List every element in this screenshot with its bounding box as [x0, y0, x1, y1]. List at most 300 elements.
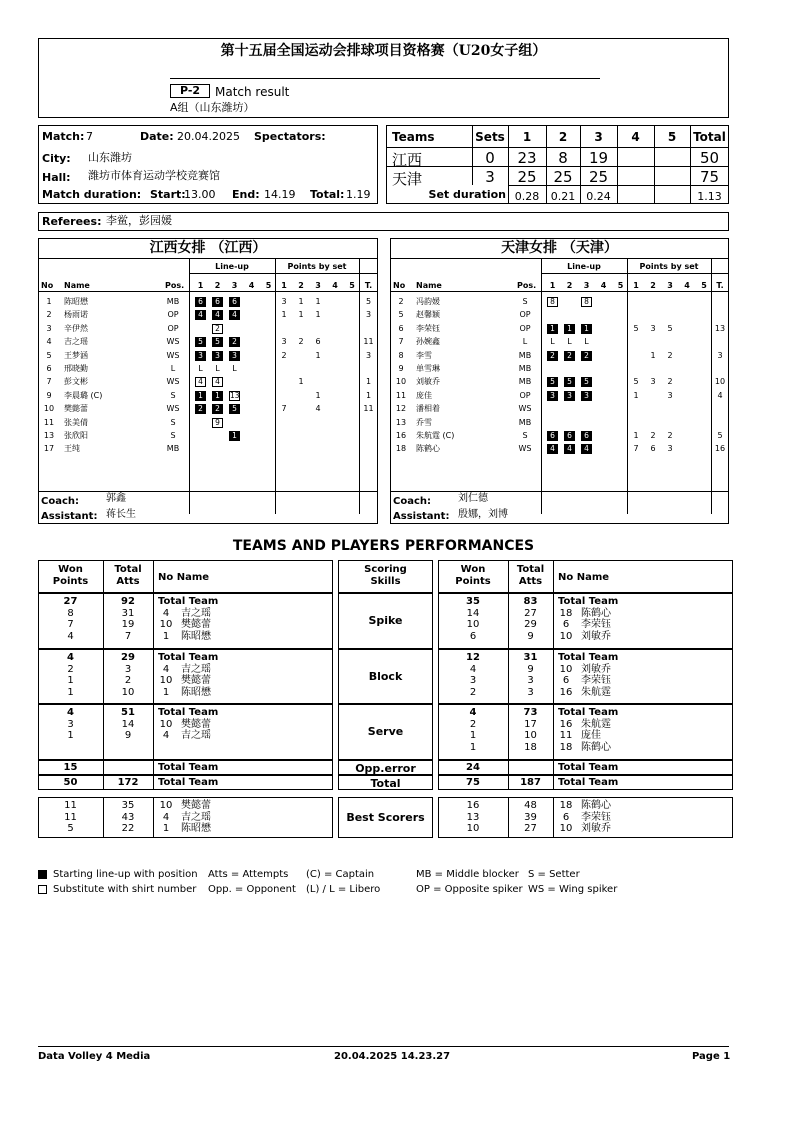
starting-position-box: 5 — [212, 337, 223, 347]
starting-position-box: 5 — [547, 377, 558, 387]
team-col-line — [275, 258, 276, 514]
set-points: 5 — [667, 323, 673, 333]
team-header-rule — [390, 291, 729, 292]
perf-col-line — [153, 560, 154, 593]
set-points — [631, 336, 641, 349]
set-points: 1 — [315, 297, 321, 306]
set-points — [330, 296, 340, 309]
set-points — [699, 376, 709, 389]
team-title: 江西女排 （江西） — [149, 240, 267, 256]
team-header-rule — [38, 291, 378, 292]
player-number: 8 — [398, 350, 404, 360]
set-points — [648, 336, 658, 349]
set-points — [347, 336, 357, 349]
player-name: 吉之瑶 — [64, 337, 88, 347]
legend-text: Substitute with shirt number — [53, 884, 197, 895]
lineup-set-header: 4 — [248, 281, 255, 290]
no-name-header: No Name — [558, 572, 610, 583]
starting-position-box: 5 — [195, 337, 206, 347]
perf-player-number: 18 — [559, 741, 573, 753]
perf-player-number: 16 — [559, 718, 573, 730]
team-subheader-rule — [541, 273, 729, 274]
lineup-set-header: 3 — [583, 281, 590, 290]
set-points — [279, 376, 289, 389]
match-number: 7 — [86, 130, 93, 143]
set-points — [330, 430, 340, 443]
set-points: 1 — [298, 310, 304, 320]
won-points-value: 24 — [466, 762, 480, 773]
starting-position-box: 4 — [229, 310, 240, 320]
perf-player-number: 1 — [162, 630, 170, 642]
starting-position-box: 3 — [581, 391, 592, 401]
player-name: 朱航霆 (C) — [416, 431, 455, 440]
set-duration: 0.28 — [514, 190, 540, 203]
header-rule — [170, 78, 600, 79]
points-set-header: 3 — [667, 281, 673, 290]
libero-mark: L — [198, 364, 203, 373]
best-player-number: 10 — [559, 823, 573, 835]
perf-col-line — [553, 760, 554, 775]
won-points-value: 2 — [67, 663, 74, 675]
player-number: 11 — [395, 390, 407, 400]
set-points — [631, 363, 641, 376]
set-points — [648, 296, 658, 309]
score-header: Total — [693, 130, 726, 144]
player-position: OP — [167, 310, 179, 320]
team-footer-rule — [38, 491, 378, 492]
city-value: 山东潍坊 — [88, 151, 132, 164]
set-points — [347, 309, 357, 322]
lineup-set-header: 4 — [600, 281, 607, 290]
coach-label: Coach: — [393, 496, 432, 507]
assistant-label: Assistant: — [41, 511, 98, 522]
won-points-value: 4 — [67, 630, 74, 642]
starting-position-box: 6 — [212, 297, 223, 307]
perf-player-name: 李荣钰 — [581, 675, 611, 687]
player-total: 1 — [365, 377, 372, 387]
starting-position-box: 2 — [564, 351, 575, 361]
set-points: 3 — [281, 297, 287, 306]
set-points — [330, 443, 340, 456]
set-points — [665, 296, 675, 309]
total-atts-value: 19 — [121, 619, 135, 631]
lineup-set-header: 3 — [231, 281, 238, 290]
player-name: 樊懿蕾 — [64, 404, 88, 414]
set-points — [682, 430, 692, 443]
player-total: 3 — [365, 310, 372, 320]
substitute-box: 2 — [212, 324, 223, 334]
total-atts-value: 83 — [523, 596, 538, 607]
score-row-line — [386, 147, 729, 148]
player-name: 单雪琳 — [416, 364, 440, 373]
set-points — [313, 376, 323, 389]
set-points — [699, 350, 709, 363]
starting-position-box: 1 — [229, 431, 240, 441]
lineup-set-header: 5 — [265, 281, 272, 290]
perf-player-number: 4 — [162, 730, 170, 742]
total-atts-header: Total Atts — [516, 564, 545, 587]
duration-label: Match duration: — [42, 188, 142, 201]
perf-player-name: 李荣钰 — [581, 619, 611, 631]
won-points-value: 15 — [63, 762, 78, 773]
starting-position-box: 3 — [229, 351, 240, 361]
total-atts-value: 3 — [124, 663, 132, 675]
total-atts-value: 3 — [527, 686, 534, 698]
set-points — [699, 309, 709, 322]
player-number: 6 — [46, 364, 52, 373]
perf-total-team: Total Team — [158, 707, 219, 718]
best-won-points: 10 — [466, 823, 480, 835]
starting-position-box: 2 — [195, 404, 206, 414]
coach-label: Coach: — [41, 496, 80, 507]
footer-left: Data Volley 4 Media — [38, 1051, 151, 1062]
player-position: WS — [166, 350, 180, 360]
perf-col-line — [153, 760, 154, 775]
points-set-header: 4 — [332, 281, 338, 290]
perf-player-number: 4 — [162, 607, 170, 619]
perf-player-number: 10 — [559, 663, 573, 675]
player-number: 6 — [398, 323, 404, 333]
won-points-value: 50 — [63, 777, 78, 788]
match-date: 20.04.2025 — [177, 130, 240, 143]
player-name: 张美倩 — [64, 417, 88, 427]
set-points — [347, 296, 357, 309]
set-points — [665, 336, 675, 349]
assistant-label: Assistant: — [393, 511, 450, 522]
total-atts-value: 10 — [524, 730, 537, 742]
score-value: 25 — [553, 168, 573, 186]
set-points — [347, 323, 357, 336]
libero-mark: L — [567, 337, 572, 347]
set-points — [648, 417, 658, 430]
team-col-line — [541, 258, 542, 514]
score-header: 4 — [631, 130, 640, 144]
player-total — [359, 417, 378, 430]
perf-total-team: Total Team — [158, 777, 219, 788]
match-label: Match: — [42, 130, 85, 143]
player-position: MB — [166, 297, 180, 306]
player-total: 10 — [714, 377, 726, 387]
player-position: S — [170, 431, 176, 440]
set-points — [347, 417, 357, 430]
points-header: Points by set — [639, 262, 699, 271]
set-points: 4 — [315, 404, 321, 414]
player-position: WS — [518, 444, 532, 454]
player-name: 张欣阳 — [64, 431, 88, 440]
perf-player-number: 10 — [159, 619, 173, 631]
total-header: T. — [716, 281, 724, 290]
won-points-value: 4 — [469, 707, 477, 718]
player-name: 李晨璐 (C) — [64, 390, 103, 400]
set-points — [330, 403, 340, 416]
points-set-header: 2 — [650, 281, 656, 290]
set-points — [699, 430, 709, 443]
pos-header: Pos. — [165, 281, 185, 290]
best-total-atts: 35 — [121, 800, 135, 811]
set-points — [648, 363, 658, 376]
set-points — [699, 363, 709, 376]
best-player-number: 1 — [162, 823, 170, 835]
set-points: 1 — [633, 390, 639, 400]
player-position: WS — [166, 404, 180, 414]
set-points — [347, 430, 357, 443]
perf-player-name: 庞佳 — [581, 730, 601, 742]
won-points-value: 1 — [469, 730, 477, 742]
player-total — [359, 443, 378, 456]
set-points — [330, 309, 340, 322]
total-atts-value: 9 — [527, 630, 534, 642]
player-number: 5 — [398, 310, 404, 320]
player-name: 赵馨颖 — [416, 310, 440, 320]
player-total: 5 — [365, 297, 372, 306]
perf-col-line — [153, 704, 154, 760]
player-total — [711, 363, 729, 376]
lineup-set-header: 2 — [214, 281, 221, 290]
coach-name: 郭鑫 — [106, 493, 126, 504]
player-total: 16 — [714, 444, 726, 454]
starting-position-box: 1 — [212, 391, 223, 401]
player-number: 7 — [398, 337, 404, 347]
won-points-value: 8 — [67, 607, 74, 619]
best-total-atts: 27 — [524, 823, 537, 835]
player-name: 辛伊然 — [64, 323, 88, 333]
set-points — [347, 376, 357, 389]
total-atts-value: 7 — [124, 630, 132, 642]
best-total-atts: 48 — [524, 800, 537, 811]
player-name: 李雪 — [416, 350, 432, 360]
player-number: 13 — [43, 431, 55, 440]
player-number: 16 — [395, 431, 407, 440]
total-atts-value: 172 — [117, 777, 139, 788]
set-points — [296, 390, 306, 403]
substitute-box: 8 — [547, 297, 558, 307]
team-title-rule — [390, 258, 729, 259]
set-points — [682, 403, 692, 416]
player-number: 10 — [395, 377, 407, 387]
substitute-box: 4 — [195, 377, 206, 387]
date-label: Date: — [140, 130, 174, 143]
team-title: 天津女排 （天津） — [501, 240, 618, 256]
perf-player-name: 陈鹤心 — [581, 741, 611, 753]
player-total — [711, 309, 729, 322]
player-position: S — [522, 431, 528, 440]
player-number: 4 — [46, 337, 52, 347]
set-points — [330, 323, 340, 336]
player-number: 2 — [46, 310, 52, 320]
player-name: 孙婉鑫 — [416, 337, 440, 347]
legend-text: WS = Wing spiker — [528, 884, 618, 895]
won-points-value: 2 — [469, 686, 477, 698]
set-duration: 0.24 — [586, 190, 611, 203]
perf-col-line — [553, 797, 554, 838]
perf-col-line — [553, 775, 554, 790]
total-atts-value: 29 — [121, 652, 135, 663]
set-points — [699, 296, 709, 309]
player-position: MB — [518, 417, 532, 427]
name-header: Name — [416, 281, 442, 290]
starting-position-box: 1 — [581, 324, 592, 334]
lineup-set-header: 2 — [566, 281, 573, 290]
perf-player-name: 刘敏乔 — [581, 663, 611, 675]
set-points — [296, 430, 306, 443]
set-duration: 1.13 — [697, 190, 722, 203]
set-points: 3 — [667, 390, 673, 400]
total-atts-value: 51 — [121, 707, 135, 718]
perf-player-number: 10 — [159, 718, 173, 730]
set-points — [279, 363, 289, 376]
assistant-names: 蒋长生 — [106, 509, 136, 520]
referees-label: Referees: — [42, 215, 102, 228]
perf-player-name: 刘敏乔 — [581, 630, 611, 642]
set-duration-label: Set duration — [428, 188, 506, 201]
player-number: 1 — [46, 297, 52, 306]
set-points: 3 — [650, 323, 656, 333]
set-points — [330, 417, 340, 430]
spectators-label: Spectators: — [254, 130, 326, 143]
starting-position-box: 6 — [195, 297, 206, 307]
player-position: MB — [518, 350, 532, 360]
set-points — [699, 323, 709, 336]
won-points-value: 12 — [466, 652, 480, 663]
set-points — [347, 350, 357, 363]
set-points: 7 — [281, 404, 287, 414]
name-header: Name — [64, 281, 90, 290]
perf-col-line — [508, 760, 509, 775]
player-number: 11 — [43, 417, 55, 427]
scoring-skills-header: Scoring Skills — [364, 564, 407, 587]
player-position: MB — [518, 377, 532, 387]
player-position: S — [170, 417, 176, 427]
player-number: 18 — [395, 444, 407, 454]
group-label: A组（山东潍坊） — [170, 101, 255, 114]
perf-col-line — [103, 760, 104, 775]
score-value: 25 — [517, 168, 537, 186]
set-duration: 0.21 — [550, 190, 576, 203]
player-total: 3 — [365, 350, 372, 360]
set-points — [682, 376, 692, 389]
perf-player-name: 朱航霆 — [581, 718, 611, 730]
player-position: MB — [166, 444, 180, 454]
player-position: S — [522, 297, 528, 306]
total-duration: 1.19 — [346, 188, 371, 201]
perf-col-line — [153, 649, 154, 704]
starting-position-box: 6 — [581, 431, 592, 441]
player-position: OP — [519, 310, 531, 320]
set-points — [682, 309, 692, 322]
set-points: 2 — [298, 337, 304, 347]
score-header: Sets — [475, 130, 505, 144]
won-points-value: 27 — [63, 596, 78, 607]
player-number: 13 — [395, 417, 407, 427]
libero-mark: L — [215, 364, 220, 373]
best-player-number: 4 — [162, 811, 170, 823]
player-number: 9 — [398, 364, 404, 373]
page-title: 第十五届全国运动会排球项目资格赛（U20女子组） — [220, 43, 547, 59]
set-points — [313, 417, 323, 430]
lineup-set-header: 5 — [617, 281, 624, 290]
won-points-value: 10 — [466, 619, 480, 631]
starting-position-box: 2 — [229, 337, 240, 347]
best-player-name: 陈昭懋 — [181, 823, 211, 835]
perf-total-team: Total Team — [158, 762, 219, 773]
perf-player-name: 陈昭懋 — [181, 630, 211, 642]
total-atts-header: Total Atts — [114, 564, 142, 587]
won-points-value: 4 — [67, 707, 74, 718]
points-set-header: 5 — [349, 281, 355, 290]
player-name: 杨雨诺 — [64, 310, 88, 320]
set-points — [682, 417, 692, 430]
set-points — [347, 363, 357, 376]
perf-player-number: 11 — [559, 730, 573, 742]
total-atts-value: 2 — [124, 675, 132, 687]
set-points — [665, 417, 675, 430]
set-points — [313, 323, 323, 336]
starting-position-box: 4 — [212, 310, 223, 320]
perf-player-number: 6 — [562, 675, 570, 687]
set-points — [682, 443, 692, 456]
no-header: No — [41, 281, 54, 290]
perf-player-number: 10 — [559, 630, 573, 642]
set-points — [347, 403, 357, 416]
set-points — [296, 443, 306, 456]
best-total-atts: 22 — [121, 823, 135, 835]
lineup-set-header: 1 — [197, 281, 204, 290]
total-atts-value: 17 — [524, 718, 537, 730]
perf-player-number: 6 — [562, 619, 570, 631]
total-atts-value: 92 — [121, 596, 135, 607]
starting-position-box: 3 — [195, 351, 206, 361]
start-label: Start: — [150, 188, 186, 201]
player-position: S — [170, 390, 176, 400]
total-atts-value: 73 — [523, 707, 538, 718]
player-total: 3 — [717, 350, 723, 360]
starting-position-box: 2 — [581, 351, 592, 361]
hall-label: Hall: — [42, 171, 71, 184]
city-label: City: — [42, 152, 71, 165]
won-points-value: 4 — [67, 652, 74, 663]
perf-total-team: Total Team — [558, 596, 619, 607]
player-total — [711, 296, 729, 309]
won-points-value: 1 — [67, 686, 74, 698]
set-points: 6 — [650, 444, 656, 454]
set-points — [330, 376, 340, 389]
perf-total-team: Total Team — [558, 652, 619, 663]
player-position: WS — [518, 404, 532, 414]
libero-mark: L — [584, 337, 589, 347]
set-points — [279, 417, 289, 430]
best-won-points: 11 — [64, 811, 77, 823]
set-points: 1 — [298, 297, 304, 306]
starting-position-box: 6 — [547, 431, 558, 441]
starting-position-box: 5 — [229, 404, 240, 414]
starting-position-box: 5 — [581, 377, 592, 387]
best-player-name: 吉之瑶 — [181, 811, 211, 823]
set-points — [296, 403, 306, 416]
set-points — [699, 417, 709, 430]
score-value: 19 — [588, 149, 609, 167]
set-points — [699, 443, 709, 456]
set-points: 1 — [650, 350, 656, 360]
player-position: L — [522, 337, 528, 347]
player-position: WS — [166, 377, 180, 387]
player-number: 10 — [43, 404, 55, 414]
set-points: 5 — [633, 377, 639, 387]
set-points — [682, 363, 692, 376]
set-points: 2 — [667, 350, 673, 360]
points-set-header: 1 — [633, 281, 639, 290]
won-points-value: 75 — [466, 777, 480, 788]
starting-position-box: 5 — [564, 377, 575, 387]
